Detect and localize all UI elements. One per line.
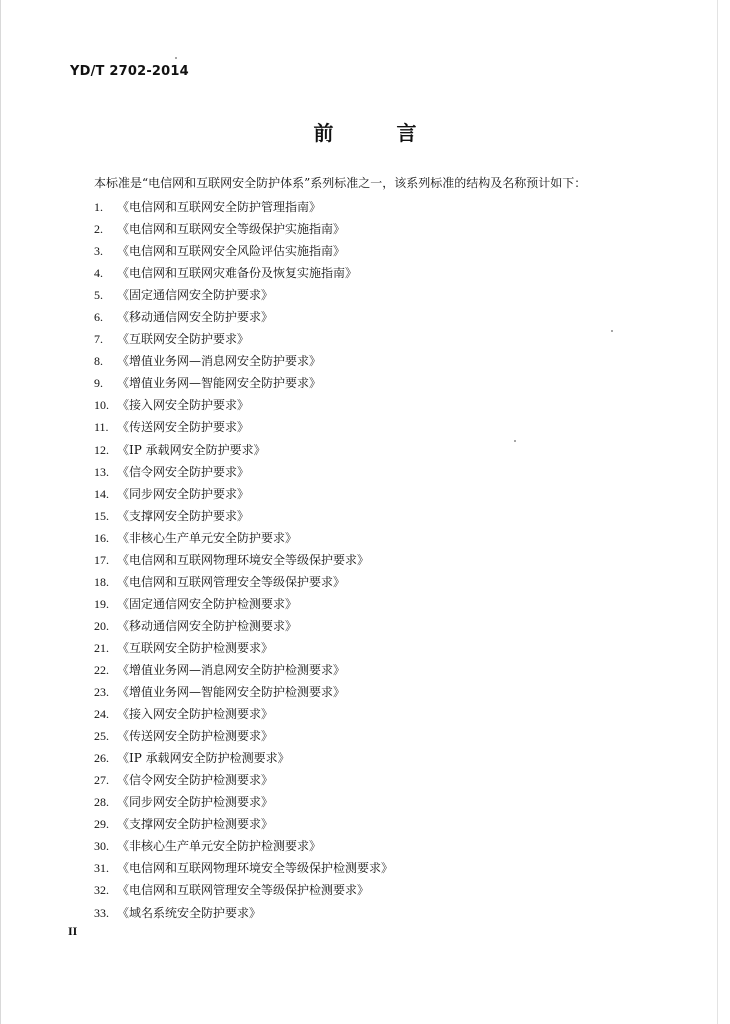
list-item [94,218,393,240]
list-item-title: 《增值业务网—智能网安全防护检测要求》 [117,685,346,700]
list-item-number: 1. [94,200,103,214]
list-item-number: 30. [94,839,109,854]
list-item [94,461,393,483]
list-item-number: 25. [94,729,109,744]
list-item [94,615,393,637]
page-right-edge [717,0,718,1024]
list-item-title: 《非核心生产单元安全防护要求》 [117,530,298,545]
list-item [94,284,393,306]
list-item-title: 《支撑网安全防护检测要求》 [117,817,274,832]
intro-paragraph: 本标准是“电信网和互联网安全防护体系”系列标准之一，该系列标准的结构及名称预计如下： [94,176,587,190]
page-left-edge [0,0,1,1024]
list-item-number: 14. [94,486,109,501]
list-item-number: 32. [94,883,109,898]
list-item-number: 15. [94,508,109,523]
list-item-title: 《移动通信网安全防护要求》 [117,310,274,325]
list-item-title: 《互联网安全防护要求》 [117,332,250,347]
list-item-number: 4. [94,266,103,281]
list-item-title: 《支撑网安全防护要求》 [117,508,250,523]
list-item-number: 28. [94,795,109,810]
list-item-title: 《电信网和互联网管理安全等级保护检测要求》 [117,883,370,898]
list-item [94,902,393,924]
list-item-number: 21. [94,640,109,655]
list-item-title: 《同步网安全防护检测要求》 [117,795,274,810]
list-item [94,328,393,350]
list-item-number: 24. [94,707,109,722]
list-item-title: 《IP 承载网安全防护检测要求》 [117,751,290,766]
list-item-title: 《电信网和互联网管理安全等级保护要求》 [117,574,346,589]
list-item-title: 《电信网和互联网物理环境安全等级保护检测要求》 [117,861,394,876]
list-item [94,505,393,527]
list-item [94,196,393,218]
list-item-title: 《非核心生产单元安全防护检测要求》 [117,839,322,854]
list-item [94,483,393,505]
list-item [94,394,393,416]
list-item [94,747,393,769]
list-item [94,262,393,284]
list-item-title: 《电信网和互联网安全等级保护实施指南》 [117,222,346,237]
list-item [94,769,393,791]
list-item-title: 《同步网安全防护要求》 [117,486,250,501]
list-item-number: 23. [94,685,109,700]
list-item-title: 《信令网安全防护检测要求》 [117,773,274,788]
list-item-number: 2. [94,222,103,237]
list-item [94,306,393,328]
list-item [94,857,393,879]
list-item [94,372,393,394]
list-item-title: 《域名系统安全防护要求》 [117,905,262,920]
list-item-number: 8. [94,354,103,369]
scan-speck [611,330,613,332]
list-item [94,571,393,593]
list-item-number: 31. [94,861,109,876]
standards-list [94,196,393,924]
scan-speck [175,57,177,59]
list-item [94,835,393,857]
list-item-title: 《IP 承载网安全防护要求》 [117,442,266,457]
list-item-title: 《互联网安全防护检测要求》 [117,640,274,655]
list-item-number: 6. [94,310,103,325]
list-item-number: 27. [94,773,109,788]
list-item [94,593,393,615]
list-item-number: 22. [94,662,109,677]
list-item-number: 29. [94,817,109,832]
list-item-title: 《电信网和互联网灾难备份及恢复实施指南》 [117,266,358,281]
list-item-number: 9. [94,376,103,391]
list-item [94,637,393,659]
scan-speck [514,440,516,442]
list-item [94,549,393,571]
list-item-title: 《电信网和互联网物理环境安全等级保护要求》 [117,552,370,567]
list-item-number: 16. [94,530,109,545]
list-item [94,813,393,835]
list-item [94,681,393,703]
list-item-number: 13. [94,464,109,479]
list-item-title: 《接入网安全防护检测要求》 [117,707,274,722]
list-item [94,659,393,681]
list-item-title: 《移动通信网安全防护检测要求》 [117,618,298,633]
list-item [94,439,393,461]
page-number: II [68,924,78,938]
list-item [94,725,393,747]
list-item-title: 《信令网安全防护要求》 [117,464,250,479]
list-item-number: 33. [94,905,109,920]
list-item-title: 《电信网和互联网安全风险评估实施指南》 [117,244,346,259]
list-item [94,240,393,262]
list-item-number: 10. [94,398,109,413]
list-item-number: 20. [94,618,109,633]
list-item-title: 《接入网安全防护要求》 [117,398,250,413]
section-title: 前 言 [313,121,445,145]
list-item-title: 《增值业务网—智能网安全防护要求》 [117,376,322,391]
list-item-title: 《固定通信网安全防护检测要求》 [117,596,298,611]
list-item-number: 19. [94,596,109,611]
list-item [94,416,393,438]
list-item-title: 《增值业务网—消息网安全防护要求》 [117,354,322,369]
list-item-number: 17. [94,552,109,567]
list-item-number: 5. [94,288,103,303]
list-item [94,703,393,725]
list-item-title: 《传送网安全防护要求》 [117,420,250,435]
list-item [94,350,393,372]
list-item [94,527,393,549]
list-item-title: 《传送网安全防护检测要求》 [117,729,274,744]
list-item-title: 《增值业务网—消息网安全防护检测要求》 [117,662,346,677]
list-item-title: 《固定通信网安全防护要求》 [117,288,274,303]
list-item-number: 12. [94,442,109,457]
list-item-number: 3. [94,244,103,259]
list-item [94,879,393,901]
list-item-number: 26. [94,751,109,766]
list-item-number: 11. [94,420,109,435]
list-item-number: 7. [94,332,103,347]
document-code: YD/T 2702-2014 [70,64,189,79]
list-item [94,791,393,813]
list-item-title: 《电信网和互联网安全防护管理指南》 [117,200,322,214]
list-item-number: 18. [94,574,109,589]
